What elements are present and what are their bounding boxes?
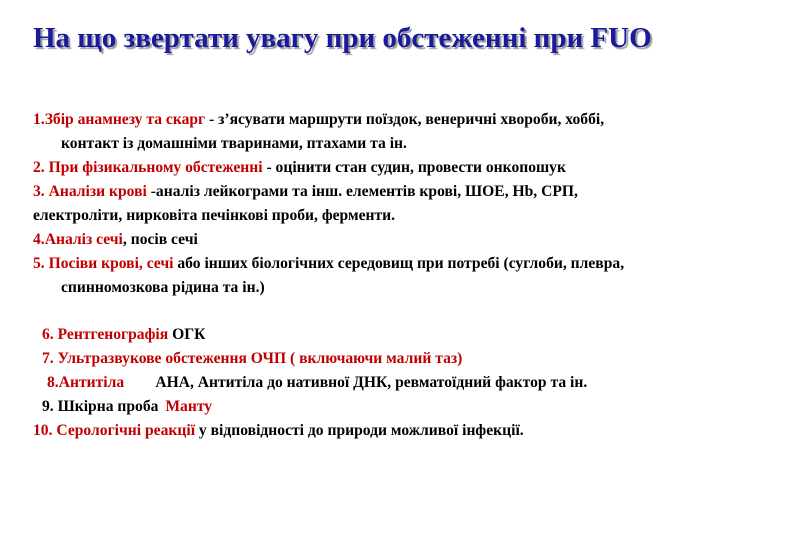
list-item-1-continued [61,134,407,154]
item-7-heading: 7. Ультразвукове обстеження ОЧП ( включаючи малий таз) [42,350,463,367]
item-5-text-continued: спинномозкова рідина та ін.) [61,279,265,296]
item-1-heading: 1.Збір анамнезу та скарг [33,111,206,128]
list-item-5 [33,254,624,274]
list-item-5-continued [61,278,265,298]
item-3-text: -аналіз лейкограми та інш. елементів крові, ШОЕ, Hb, СРП, [146,183,578,200]
list-item-7 [42,349,462,369]
item-1-text-continued: контакт із домашніми тваринами, птахами та ін. [61,135,407,152]
item-8-heading: 8.Антитіла [47,374,125,391]
list-item-1 [33,110,604,130]
item-2-heading: 2. При фізикальному обстеженні [33,159,263,176]
item-4-heading: 4.Аналіз сечі [33,231,123,248]
item-3-text-continued: електроліти, нирковіта печінкові проби, ферменти. [33,207,396,224]
list-item-10 [33,421,524,441]
list-item-2 [33,158,566,178]
list-item-6 [42,325,205,345]
item-5-heading: 5. Посіви крові, сечі [33,255,174,272]
item-3-heading: 3. Аналізи крові [33,183,147,200]
list-item-3-continued [33,206,395,226]
list-item-8 [47,373,587,393]
item-10-text: у відповідності до природи можливої інфекції. [195,422,524,439]
item-6-text: ОГК [168,326,206,343]
list-item-4 [33,230,198,250]
item-9-heading: Манту [165,398,213,415]
item-8-text: АНА, Антитіла до нативної ДНК, ревматоїдний фактор та ін. [124,374,588,391]
item-1-text: - з’ясувати маршрути поїздок, венеричні хвороби, хоббі, [205,111,605,128]
item-5-text: або інших біологічних середовищ при потребі (суглоби, плевра, [173,255,625,272]
list-item-9 [42,397,212,417]
list-item-3 [33,182,578,202]
item-2-text: - оцінити стан судин, провести онкопошук [262,159,566,176]
slide-title: На що звертати увагу при обстеженні при FUO [33,22,652,54]
item-4-text: , посів сечі [122,231,198,248]
item-10-heading: 10. Серологічні реакції [33,422,196,439]
item-6-heading: 6. Рентгенографія [42,326,169,343]
item-9-text: 9. Шкірна проба [42,398,163,415]
